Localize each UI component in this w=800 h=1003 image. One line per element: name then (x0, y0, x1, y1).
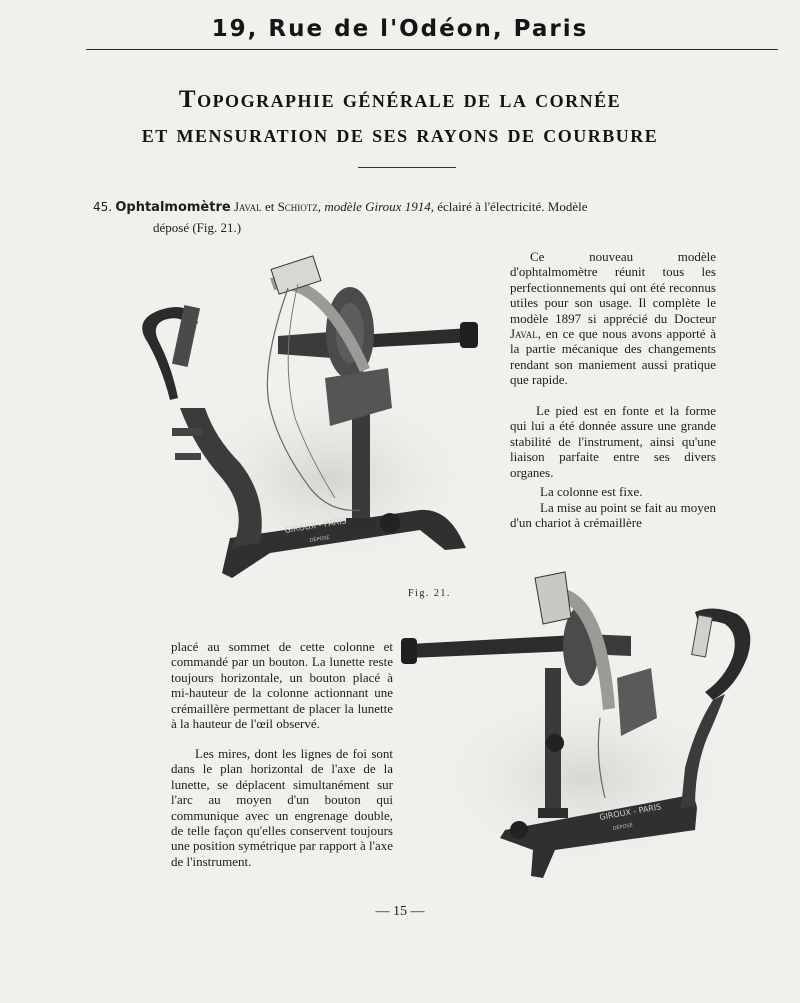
item-description-continued: déposé (Fig. 21.) (153, 220, 242, 235)
item-description: éclairé à l'électricité. Modèle (437, 199, 588, 214)
section-title-line-2: et mensuration de ses rayons de courbure (141, 121, 659, 148)
paragraph-rack: placé au sommet de cette colonne et commandé par un bouton. La lunette reste toujours horizontale, un bouton placé à mi-hauteur de la colonne actionnant une crémaillère permettant de placer la lunette à la hauteur de l'œil observé. (171, 639, 393, 732)
header-rule (86, 49, 778, 50)
paragraph-intro-a: Ce nouveau modèle d'ophtalmomètre réunit tous les perfectionnements qui ont été reconnus utiles pour son usage. Il complète le modèle 1897 si apprécié du Docteur (510, 249, 716, 326)
page-header: 19, Rue de l'Odéon, Paris (211, 16, 589, 42)
ophthalmometer-illustration-2 (395, 568, 767, 886)
item-author-2: Schiotz, (277, 199, 322, 214)
paragraph-column: La colonne est fixe. (540, 484, 643, 499)
item-number: 45. (93, 200, 113, 214)
paragraph-base: Le pied est en fonte et la forme qui lui a été donnée assure une grande stabilité de l'instrument, ainsi qu'une liaison parfaite entre ses divers organes. (510, 403, 716, 480)
item-conjunction: et (264, 199, 275, 214)
item-name: Ophtalmomètre (115, 200, 231, 215)
item-author-1: Javal (233, 199, 262, 214)
page-number: — 15 — (375, 904, 425, 919)
engraving-brand-2: GIROUX - PARIS (598, 802, 662, 822)
item-heading (93, 197, 713, 238)
item-model: modèle Giroux 1914, (324, 199, 434, 214)
figure-label: Fig. 21. (408, 588, 451, 599)
title-rule (358, 167, 456, 168)
paragraph-intro-name: Javal, (510, 326, 541, 342)
engraving-mark-1: DÉPOSÉ (309, 534, 331, 544)
paragraph-intro (510, 249, 716, 388)
paragraph-intro-b: en ce que nous avons apporté à la partie mécanique des changements rendant son maniement aussi pratique que rapide. (510, 326, 716, 388)
paragraph-mires: Les mires, dont les lignes de foi sont dans le plan horizontal de l'axe de la lunette, se déplacent simultanément sur l'arc au moyen d'un bouton qui communique avec un engrenage double, de telle façon qu'elles conservent toujours une position symétrique par rapport à l'axe de l'instrument. (171, 746, 393, 869)
engraving-mark-2: DÉPOSÉ (612, 822, 634, 832)
engraving-brand-1: GIROUX - PARIS (283, 516, 348, 535)
paragraph-focus: La mise au point se fait au moyen d'un chariot à crémaillère (510, 500, 716, 531)
section-title-line-1: Topographie générale de la cornée (178, 86, 622, 113)
ophthalmometer-illustration-1 (120, 248, 490, 588)
